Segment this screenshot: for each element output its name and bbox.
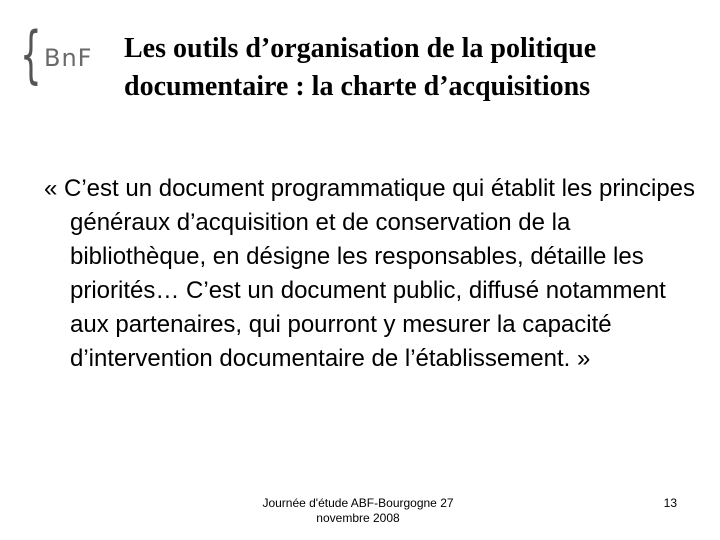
bnf-logo (20, 18, 100, 91)
footer-caption (258, 496, 458, 526)
quote-text: « C’est un document programmatique qui établit les principes généraux d’acquisition et de conservation de la bibliothèque, en désigne les responsables, détaille les priorités… C’est un document public, diffusé notamment aux partenaires, qui pourront y mesurer la capacité d’intervention documentaire de l’établissement. » (44, 175, 696, 372)
footer-line-2: novembre 2008 (316, 511, 400, 525)
page-number: 13 (663, 496, 677, 510)
slide-title: Les outils d’organisation de la politique documentaire : la charte d’acquisitions (124, 33, 597, 102)
logo-brace: { (20, 18, 42, 91)
logo-text: BnF (44, 44, 93, 72)
footer-line-1: Journée d'étude ABF-Bourgogne 27 (262, 496, 454, 510)
